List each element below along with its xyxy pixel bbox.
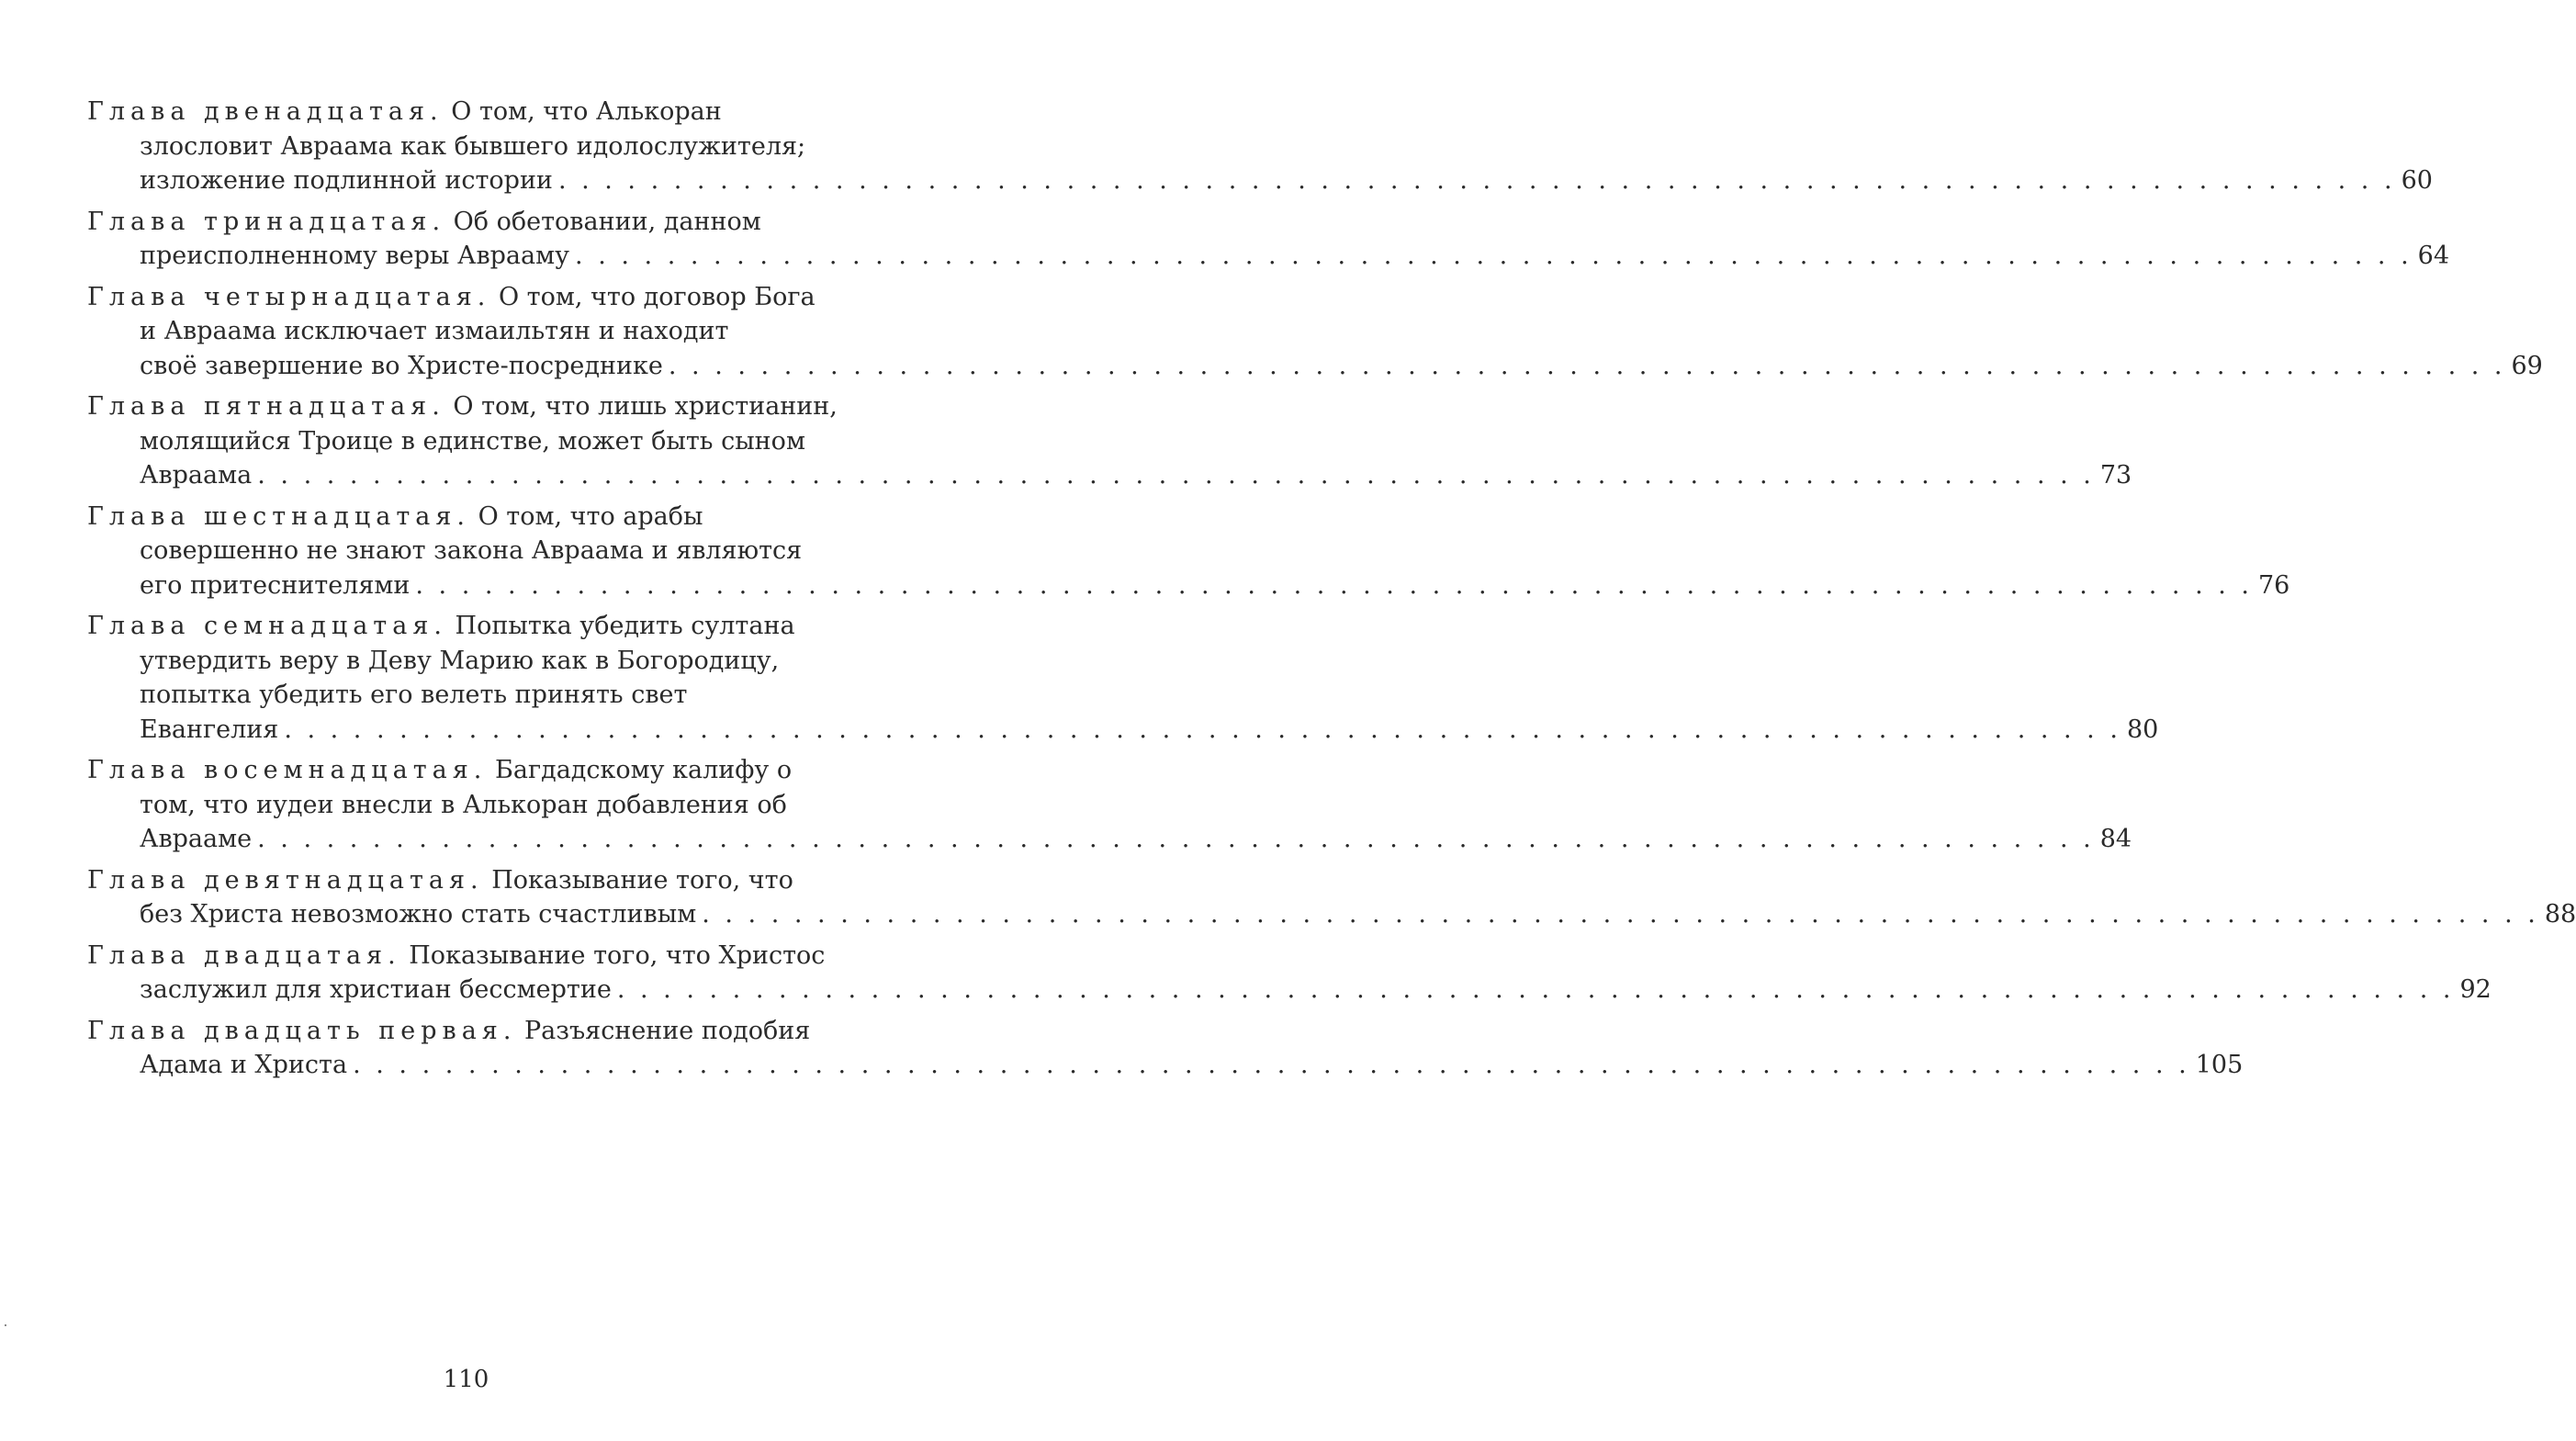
toc-entry-heading-line [87, 389, 886, 424]
chapter-title-start: О том, что договор Бога [498, 282, 816, 311]
chapter-title-start: О том, что арабы [478, 501, 703, 531]
dot-leader: . . . . . . . . . . . . . . . . . . . . . . . . . . . . . . . . . . . . . . . . . . . . . . . . . . . . . . . . . . . . . . . . . . . . . . . . . . . . . . . . [575, 242, 2413, 270]
chapter-label: Глава двадцать первая. [87, 1016, 517, 1045]
toc-entry[interactable] [87, 205, 2450, 274]
chapter-title-start: Багдадскому калифу о [495, 756, 793, 784]
toc-entry-final-line [87, 349, 2543, 384]
toc-entry-heading-line [87, 280, 886, 315]
dot-leader: . . . . . . . . . . . . . . . . . . . . . . . . . . . . . . . . . . . . . . . . . . . . . . . . . . . . . . . . . . . . . . . . . . . . . . . . . . . . . . . . [284, 715, 2121, 744]
toc-entry[interactable] [87, 863, 2576, 932]
dot-leader: . . . . . . . . . . . . . . . . . . . . . . . . . . . . . . . . . . . . . . . . . . . . . . . . . . . . . . . . . . . . . . . . . . . . . . . . . . . . . . . . [257, 461, 2095, 490]
chapter-title-start: Попытка убедить султана [455, 612, 795, 640]
chapter-label: Глава четырнадцатая. [87, 282, 491, 311]
dot-leader: . . . . . . . . . . . . . . . . . . . . . . . . . . . . . . . . . . . . . . . . . . . . . . . . . . . . . . . . . . . . . . . . . . . . . . . . . . . . . . . . [702, 900, 2539, 929]
chapter-title-continuation: том, что иудеи внесли в Алькоран добавления об [140, 790, 787, 819]
chapter-label: Глава тринадцатая. [87, 207, 446, 236]
table-of-contents [87, 95, 2576, 1089]
toc-entry-heading-line [87, 1014, 886, 1049]
dot-leader: . . . . . . . . . . . . . . . . . . . . . . . . . . . . . . . . . . . . . . . . . . . . . . . . . . . . . . . . . . . . . . . . . . . . . . . . . . . . . . . . [257, 825, 2095, 853]
chapter-title-end: Авраама [140, 461, 253, 490]
toc-entry[interactable] [87, 753, 2132, 857]
toc-entry-heading-line [87, 939, 886, 974]
toc-entry-heading-line [87, 609, 886, 644]
toc-page-number[interactable]: 80 [2126, 715, 2159, 744]
toc-entry-final-line [87, 713, 2159, 748]
chapter-title-continuation: молящийся Троице в единстве, может быть сыном [140, 426, 805, 456]
chapter-title-start: Показывание того, что [491, 865, 793, 895]
dot-leader: . . . . . . . . . . . . . . . . . . . . . . . . . . . . . . . . . . . . . . . . . . . . . . . . . . . . . . . . . . . . . . . . . . . . . . . . . . . . . . . . [668, 351, 2506, 380]
chapter-label: Глава пятнадцатая. [87, 392, 445, 421]
chapter-title-start: Показывание того, что Христос [409, 940, 826, 970]
toc-entry-heading-line [87, 500, 886, 535]
toc-page-number[interactable]: 92 [2459, 975, 2492, 1004]
toc-entry-final-line [87, 1048, 2244, 1083]
toc-page-number[interactable]: 84 [2099, 825, 2132, 853]
chapter-title-start: О том, что Алькоран [451, 97, 722, 126]
toc-entry[interactable] [87, 280, 2543, 384]
toc-entry-final-line [87, 569, 2290, 603]
chapter-label: Глава семнадцатая. [87, 612, 447, 640]
toc-page-number[interactable]: 64 [2417, 242, 2450, 270]
chapter-title-end: без Христа невозможно стать счастливым [140, 900, 697, 929]
toc-page-number[interactable]: 69 [2511, 351, 2543, 380]
dot-leader: . . . . . . . . . . . . . . . . . . . . . . . . . . . . . . . . . . . . . . . . . . . . . . . . . . . . . . . . . . . . . . . . . . . . . . . . . . . . . . . . [353, 1051, 2190, 1079]
chapter-label: Глава девятнадцатая. [87, 865, 484, 895]
chapter-label: Глава шестнадцатая. [87, 501, 470, 531]
toc-entry[interactable] [87, 1014, 2244, 1083]
toc-page-number[interactable]: 88 [2544, 900, 2576, 929]
chapter-title-end: заслужил для христиан бессмертие [140, 975, 612, 1004]
chapter-title-start: О том, что лишь христианин, [453, 392, 838, 421]
toc-entry-final-line [87, 163, 2433, 198]
chapter-title-end: изложение подлинной истории [140, 166, 553, 195]
dot-leader: . . . . . . . . . . . . . . . . . . . . . . . . . . . . . . . . . . . . . . . . . . . . . . . . . . . . . . . . . . . . . . . . . . . . . . . . . . . . . . . . [616, 975, 2455, 1004]
toc-entry-heading-line [87, 753, 886, 788]
toc-entry-final-line [87, 458, 2132, 493]
toc-entry-heading-line [87, 863, 886, 898]
toc-entry-heading-line [87, 205, 886, 240]
toc-entry[interactable] [87, 95, 2433, 198]
toc-page-number[interactable]: 105 [2195, 1051, 2244, 1079]
chapter-title-start: Об обетовании, данном [453, 207, 761, 236]
toc-entry-heading-line [87, 95, 886, 129]
toc-entry[interactable] [87, 389, 2132, 493]
dot-leader: . . . . . . . . . . . . . . . . . . . . . . . . . . . . . . . . . . . . . . . . . . . . . . . . . . . . . . . . . . . . . . . . . . . . . . . . . . . . . . . . [557, 166, 2396, 195]
chapter-title-continuation: попытка убедить его велеть принять свет [140, 681, 688, 709]
toc-page-number[interactable]: 60 [2401, 166, 2433, 195]
page-number: 110 [443, 1366, 489, 1393]
chapter-title-continuation: и Авраама исключает измаильтян и находит [140, 317, 729, 345]
chapter-title-start: Разъяснение подобия [524, 1016, 811, 1045]
dot-leader: . . . . . . . . . . . . . . . . . . . . . . . . . . . . . . . . . . . . . . . . . . . . . . . . . . . . . . . . . . . . . . . . . . . . . . . . . . . . . . . . [415, 570, 2253, 600]
toc-entry-final-line [87, 973, 2492, 1008]
chapter-label: Глава восемнадцатая. [87, 756, 488, 784]
toc-entry[interactable] [87, 939, 2492, 1008]
toc-entry-final-line [87, 897, 2576, 932]
toc-page-number[interactable]: 73 [2099, 461, 2132, 490]
paper-speck [5, 1324, 6, 1326]
chapter-title-end: своё завершение во Христе-посреднике [140, 351, 663, 380]
toc-entry-final-line [87, 822, 2132, 857]
chapter-label: Глава двенадцатая. [87, 97, 444, 126]
chapter-title-end: его притеснителями [140, 570, 411, 600]
chapter-title-end: Адама и Христа [140, 1051, 348, 1079]
toc-page-number[interactable]: 76 [2258, 570, 2290, 600]
toc-entry[interactable] [87, 609, 2159, 747]
chapter-title-continuation: совершенно не знают закона Авраама и являются [140, 536, 803, 565]
toc-entry[interactable] [87, 500, 2290, 603]
chapter-title-end: Евангелия [140, 715, 279, 744]
chapter-title-end: Аврааме [140, 825, 253, 853]
chapter-title-end: преисполненному веры Аврааму [140, 242, 570, 270]
toc-entry-final-line [87, 239, 2450, 274]
chapter-title-continuation: злословит Авраама как бывшего идолослужителя; [140, 131, 806, 161]
chapter-label: Глава двадцатая. [87, 940, 401, 970]
chapter-title-continuation: утвердить веру в Деву Марию как в Богородицу, [140, 646, 780, 675]
